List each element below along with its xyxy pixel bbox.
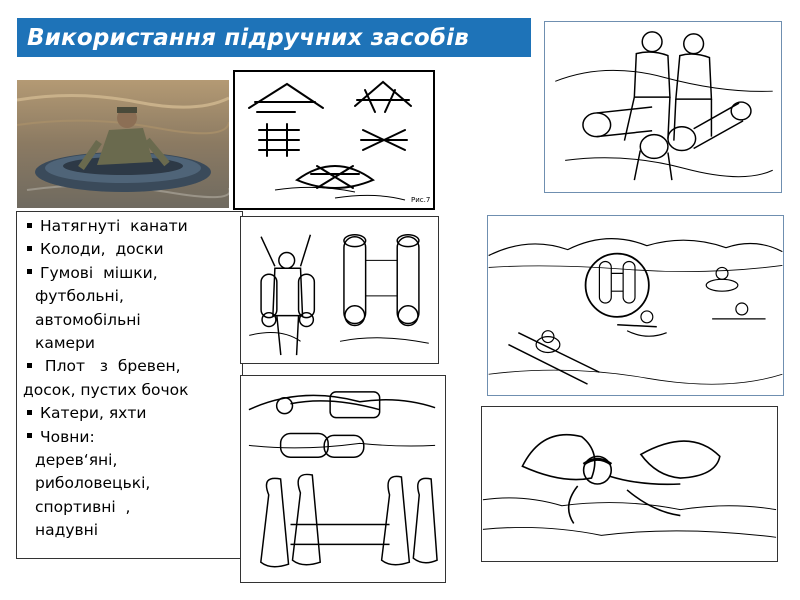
figure-swimmer-with-logs (240, 216, 439, 364)
list-item-continuation: риболовецькі, (35, 474, 151, 493)
list-item: Плот з бревен, (23, 355, 238, 378)
square-bullet-icon (27, 223, 32, 228)
square-bullet-icon (27, 433, 32, 438)
figure-people-on-log-raft (544, 21, 782, 193)
square-bullet-icon (27, 410, 32, 415)
list-item: Човни: (23, 426, 238, 449)
list-item-continuation: спортивні , (35, 497, 131, 516)
figure-man-floating-with-bag (481, 406, 778, 562)
raft-figure-caption: Рис.7 (411, 196, 431, 204)
list-item: Колоди, доски (23, 238, 238, 261)
title-banner (17, 18, 531, 57)
list-item: Натягнуті канати (23, 215, 238, 238)
list-item-continuation: дерев‘яні, (35, 451, 118, 470)
figure-raft-constructions (233, 70, 435, 210)
square-bullet-icon (27, 269, 32, 274)
list-item: Гумові мішки, (23, 262, 238, 285)
figure-sacks-float (240, 375, 446, 583)
photo-man-on-inflatable-boat (17, 80, 229, 208)
list-item-continuation: автомобільні (35, 310, 141, 329)
list-item: Катери, яхти (23, 402, 238, 425)
list-item-continuation: футбольні, (35, 287, 124, 306)
list-item-continuation: досок, пустих бочок (23, 380, 189, 399)
square-bullet-icon (27, 246, 32, 251)
figure-lake-crossing-scene (487, 215, 784, 396)
list-item-continuation: надувні (35, 521, 99, 540)
page-title: Використання підручних засобів (27, 24, 469, 51)
list-item-continuation: камери (35, 334, 96, 353)
flotation-means-list (16, 211, 243, 559)
list (23, 215, 238, 543)
square-bullet-icon (27, 363, 32, 368)
